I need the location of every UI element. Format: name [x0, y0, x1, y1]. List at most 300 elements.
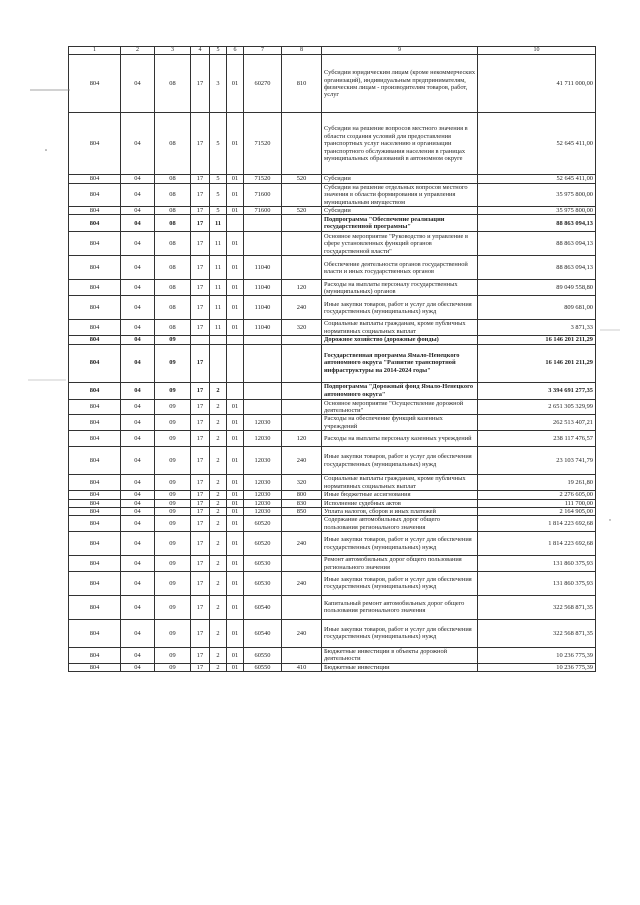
section-code-cell: 04	[121, 447, 155, 475]
direction-code-cell	[244, 382, 282, 399]
subprogram-code-cell: 5	[210, 183, 227, 206]
subprogram-code-cell: 2	[210, 499, 227, 507]
ministry-code-cell: 804	[69, 183, 121, 206]
program-code-cell: 17	[191, 447, 210, 475]
event-code-cell: 01	[227, 399, 244, 415]
description-cell: Иные закупки товаров, работ и услуг для обеспечения государственных (муниципальных) нужд	[322, 571, 478, 595]
event-code-cell: 01	[227, 571, 244, 595]
subsection-code-cell: 08	[155, 256, 191, 280]
subprogram-code-cell: 11	[210, 296, 227, 320]
subsection-code-cell: 09	[155, 399, 191, 415]
section-code-cell: 04	[121, 207, 155, 215]
section-code-cell: 04	[121, 336, 155, 344]
ministry-code-cell: 804	[69, 663, 121, 671]
event-code-cell: 01	[227, 256, 244, 280]
subsection-code-cell: 09	[155, 344, 191, 382]
expense-type-code-cell	[282, 232, 322, 256]
direction-code-cell	[244, 399, 282, 415]
amount-cell: 111 700,00	[478, 499, 596, 507]
description-cell: Иные закупки товаров, работ и услуг для обеспечения государственных (муниципальных) нужд	[322, 619, 478, 647]
expense-type-code-cell	[282, 556, 322, 572]
event-code-cell: 01	[227, 619, 244, 647]
program-code-cell: 17	[191, 280, 210, 296]
subsection-code-cell: 09	[155, 382, 191, 399]
description-cell: Субсидии на решение отдельных вопросов местного значения в области формирования и управления муниципальным имуществом	[322, 183, 478, 206]
table-row	[69, 595, 596, 619]
program-code-cell: 17	[191, 175, 210, 183]
expense-type-code-cell: 120	[282, 280, 322, 296]
column-number-cell: 5	[210, 47, 227, 55]
section-code-cell: 04	[121, 491, 155, 499]
budget-table	[68, 46, 596, 672]
section-code-cell: 04	[121, 399, 155, 415]
column-number-cell: 1	[69, 47, 121, 55]
amount-cell: 2 276 605,00	[478, 491, 596, 499]
program-code-cell	[191, 336, 210, 344]
amount-cell: 322 568 871,35	[478, 619, 596, 647]
table-row	[69, 280, 596, 296]
subprogram-code-cell	[210, 344, 227, 382]
program-code-cell: 17	[191, 183, 210, 206]
table-row	[69, 382, 596, 399]
section-code-cell: 04	[121, 499, 155, 507]
direction-code-cell: 12030	[244, 499, 282, 507]
subsection-code-cell: 09	[155, 532, 191, 556]
program-code-cell: 17	[191, 595, 210, 619]
ministry-code-cell: 804	[69, 516, 121, 532]
event-code-cell: 01	[227, 113, 244, 175]
program-code-cell: 17	[191, 532, 210, 556]
amount-cell: 19 261,80	[478, 475, 596, 491]
event-code-cell: 01	[227, 207, 244, 215]
table-header-row	[69, 47, 596, 55]
event-code-cell: 01	[227, 663, 244, 671]
ministry-code-cell: 804	[69, 431, 121, 447]
description-cell: Иные закупки товаров, работ и услуг для обеспечения государственных (муниципальных) нужд	[322, 296, 478, 320]
amount-cell: 809 681,00	[478, 296, 596, 320]
subsection-code-cell: 08	[155, 183, 191, 206]
table-row	[69, 647, 596, 663]
subsection-code-cell: 08	[155, 280, 191, 296]
event-code-cell: 01	[227, 507, 244, 515]
subsection-code-cell: 08	[155, 296, 191, 320]
ministry-code-cell: 804	[69, 595, 121, 619]
description-cell: Капитальный ремонт автомобильных дорог общего пользования регионального значения	[322, 595, 478, 619]
ministry-code-cell: 804	[69, 571, 121, 595]
expense-type-code-cell	[282, 399, 322, 415]
description-cell: Основное мероприятие "Осуществление дорожной деятельности"	[322, 399, 478, 415]
table-row	[69, 175, 596, 183]
subprogram-code-cell: 2	[210, 595, 227, 619]
description-cell: Дорожное хозяйство (дорожные фонды)	[322, 336, 478, 344]
ministry-code-cell: 804	[69, 415, 121, 431]
ministry-code-cell: 804	[69, 499, 121, 507]
direction-code-cell: 12030	[244, 447, 282, 475]
section-code-cell: 04	[121, 296, 155, 320]
event-code-cell: 01	[227, 647, 244, 663]
expense-type-code-cell: 240	[282, 296, 322, 320]
direction-code-cell: 71520	[244, 175, 282, 183]
table-row	[69, 336, 596, 344]
subsection-code-cell: 08	[155, 232, 191, 256]
direction-code-cell: 60520	[244, 516, 282, 532]
expense-type-code-cell: 240	[282, 619, 322, 647]
subprogram-code-cell: 2	[210, 571, 227, 595]
table-row	[69, 499, 596, 507]
description-cell: Бюджетные инвестиции	[322, 663, 478, 671]
section-code-cell: 04	[121, 55, 155, 113]
table-row	[69, 415, 596, 431]
section-code-cell: 04	[121, 595, 155, 619]
event-code-cell: 01	[227, 320, 244, 336]
subprogram-code-cell: 2	[210, 475, 227, 491]
amount-cell: 3 394 691 277,35	[478, 382, 596, 399]
event-code-cell: 01	[227, 595, 244, 619]
ministry-code-cell: 804	[69, 296, 121, 320]
description-cell: Ремонт автомобильных дорог общего пользования регионального значения	[322, 556, 478, 572]
expense-type-code-cell: 410	[282, 663, 322, 671]
program-code-cell: 17	[191, 296, 210, 320]
subprogram-code-cell: 2	[210, 447, 227, 475]
section-code-cell: 04	[121, 516, 155, 532]
subsection-code-cell: 09	[155, 571, 191, 595]
ministry-code-cell: 804	[69, 447, 121, 475]
amount-cell: 89 049 558,80	[478, 280, 596, 296]
direction-code-cell: 60540	[244, 619, 282, 647]
subprogram-code-cell: 2	[210, 532, 227, 556]
program-code-cell: 17	[191, 516, 210, 532]
subsection-code-cell: 09	[155, 647, 191, 663]
subsection-code-cell: 08	[155, 320, 191, 336]
direction-code-cell: 11040	[244, 280, 282, 296]
description-cell: Подпрограмма "Обеспечение реализации государственной программы"	[322, 215, 478, 232]
section-code-cell: 04	[121, 507, 155, 515]
section-code-cell: 04	[121, 232, 155, 256]
column-number-cell: 3	[155, 47, 191, 55]
direction-code-cell: 60550	[244, 647, 282, 663]
section-code-cell: 04	[121, 475, 155, 491]
event-code-cell: 01	[227, 491, 244, 499]
table-row	[69, 344, 596, 382]
direction-code-cell: 60540	[244, 595, 282, 619]
ministry-code-cell: 804	[69, 507, 121, 515]
subsection-code-cell: 09	[155, 663, 191, 671]
section-code-cell: 04	[121, 663, 155, 671]
program-code-cell: 17	[191, 207, 210, 215]
description-cell: Исполнение судебных актов	[322, 499, 478, 507]
event-code-cell	[227, 336, 244, 344]
description-cell: Субсидии на решение вопросов местного значения в области создания условий для предоставления транспортных услуг населению и организации транспортного обслуживания населения в границах муниципальных образований в автономном округе	[322, 113, 478, 175]
expense-type-code-cell: 320	[282, 475, 322, 491]
ministry-code-cell: 804	[69, 55, 121, 113]
column-number-cell: 10	[478, 47, 596, 55]
ministry-code-cell: 804	[69, 113, 121, 175]
event-code-cell	[227, 382, 244, 399]
direction-code-cell: 12030	[244, 415, 282, 431]
subprogram-code-cell: 2	[210, 382, 227, 399]
event-code-cell: 01	[227, 296, 244, 320]
subprogram-code-cell: 2	[210, 491, 227, 499]
subsection-code-cell: 09	[155, 507, 191, 515]
section-code-cell: 04	[121, 556, 155, 572]
table-row	[69, 207, 596, 215]
table-row	[69, 507, 596, 515]
subprogram-code-cell: 11	[210, 256, 227, 280]
subprogram-code-cell: 2	[210, 507, 227, 515]
program-code-cell: 17	[191, 399, 210, 415]
amount-cell: 88 863 094,13	[478, 256, 596, 280]
program-code-cell: 17	[191, 663, 210, 671]
amount-cell: 23 103 741,79	[478, 447, 596, 475]
section-code-cell: 04	[121, 431, 155, 447]
ministry-code-cell: 804	[69, 475, 121, 491]
expense-type-code-cell: 850	[282, 507, 322, 515]
section-code-cell: 04	[121, 382, 155, 399]
amount-cell: 16 146 201 211,29	[478, 344, 596, 382]
program-code-cell: 17	[191, 232, 210, 256]
direction-code-cell: 71600	[244, 207, 282, 215]
section-code-cell: 04	[121, 619, 155, 647]
description-cell: Социальные выплаты гражданам, кроме публичных нормативных социальных выплат	[322, 320, 478, 336]
program-code-cell: 17	[191, 256, 210, 280]
column-number-cell: 8	[282, 47, 322, 55]
program-code-cell: 17	[191, 556, 210, 572]
expense-type-code-cell: 240	[282, 571, 322, 595]
amount-cell: 10 236 775,39	[478, 647, 596, 663]
direction-code-cell: 12030	[244, 431, 282, 447]
program-code-cell: 17	[191, 499, 210, 507]
description-cell: Бюджетные инвестиции в объекты дорожной деятельности	[322, 647, 478, 663]
subsection-code-cell: 09	[155, 619, 191, 647]
amount-cell: 16 146 201 211,29	[478, 336, 596, 344]
table-row	[69, 516, 596, 532]
subsection-code-cell: 09	[155, 491, 191, 499]
expense-type-code-cell	[282, 382, 322, 399]
direction-code-cell: 11040	[244, 256, 282, 280]
ministry-code-cell: 804	[69, 382, 121, 399]
ministry-code-cell: 804	[69, 532, 121, 556]
section-code-cell: 04	[121, 256, 155, 280]
subprogram-code-cell: 11	[210, 215, 227, 232]
amount-cell: 88 863 094,13	[478, 232, 596, 256]
description-cell: Субсидии юридическим лицам (кроме некоммерческих организаций), индивидуальным предпринимателям, физическим лицам - производителям товаров, работ, услуг	[322, 55, 478, 113]
event-code-cell: 01	[227, 475, 244, 491]
table-row	[69, 183, 596, 206]
expense-type-code-cell: 240	[282, 447, 322, 475]
subprogram-code-cell: 2	[210, 619, 227, 647]
expense-type-code-cell: 320	[282, 320, 322, 336]
table-row	[69, 296, 596, 320]
column-number-cell: 4	[191, 47, 210, 55]
subprogram-code-cell: 2	[210, 399, 227, 415]
program-code-cell: 17	[191, 647, 210, 663]
program-code-cell: 17	[191, 344, 210, 382]
event-code-cell: 01	[227, 415, 244, 431]
subprogram-code-cell	[210, 336, 227, 344]
direction-code-cell: 60550	[244, 663, 282, 671]
description-cell: Иные закупки товаров, работ и услуг для обеспечения государственных (муниципальных) нужд	[322, 447, 478, 475]
amount-cell: 262 513 407,21	[478, 415, 596, 431]
direction-code-cell: 12030	[244, 507, 282, 515]
event-code-cell: 01	[227, 232, 244, 256]
direction-code-cell: 71600	[244, 183, 282, 206]
event-code-cell	[227, 215, 244, 232]
program-code-cell: 17	[191, 507, 210, 515]
event-code-cell: 01	[227, 516, 244, 532]
section-code-cell: 04	[121, 215, 155, 232]
amount-cell: 2 651 305 329,99	[478, 399, 596, 415]
expense-type-code-cell: 520	[282, 207, 322, 215]
section-code-cell: 04	[121, 320, 155, 336]
table-row	[69, 431, 596, 447]
expense-type-code-cell	[282, 113, 322, 175]
event-code-cell	[227, 344, 244, 382]
table-row	[69, 113, 596, 175]
event-code-cell: 01	[227, 532, 244, 556]
subsection-code-cell: 09	[155, 336, 191, 344]
direction-code-cell: 60530	[244, 571, 282, 595]
table-row	[69, 556, 596, 572]
description-cell: Расходы на выплаты персоналу государственных (муниципальных) органов	[322, 280, 478, 296]
ministry-code-cell: 804	[69, 399, 121, 415]
subprogram-code-cell: 2	[210, 415, 227, 431]
table-row	[69, 215, 596, 232]
ministry-code-cell: 804	[69, 207, 121, 215]
ministry-code-cell: 804	[69, 320, 121, 336]
description-cell: Социальные выплаты гражданам, кроме публичных нормативных социальных выплат	[322, 475, 478, 491]
subprogram-code-cell: 11	[210, 280, 227, 296]
subsection-code-cell: 08	[155, 215, 191, 232]
direction-code-cell: 12030	[244, 491, 282, 499]
expense-type-code-cell: 120	[282, 431, 322, 447]
section-code-cell: 04	[121, 344, 155, 382]
event-code-cell: 01	[227, 175, 244, 183]
amount-cell: 52 645 411,00	[478, 113, 596, 175]
subsection-code-cell: 09	[155, 499, 191, 507]
ministry-code-cell: 804	[69, 336, 121, 344]
table-row	[69, 399, 596, 415]
program-code-cell: 17	[191, 113, 210, 175]
program-code-cell: 17	[191, 382, 210, 399]
subprogram-code-cell: 2	[210, 663, 227, 671]
program-code-cell: 17	[191, 55, 210, 113]
expense-type-code-cell: 800	[282, 491, 322, 499]
description-cell: Субсидии	[322, 175, 478, 183]
description-cell: Субсидии	[322, 207, 478, 215]
subsection-code-cell: 08	[155, 207, 191, 215]
amount-cell: 131 860 375,93	[478, 571, 596, 595]
direction-code-cell: 12030	[244, 475, 282, 491]
expense-type-code-cell	[282, 647, 322, 663]
direction-code-cell	[244, 232, 282, 256]
direction-code-cell: 60520	[244, 532, 282, 556]
table-row	[69, 532, 596, 556]
description-cell: Расходы на обеспечение функций казенных учреждений	[322, 415, 478, 431]
subsection-code-cell: 09	[155, 415, 191, 431]
expense-type-code-cell	[282, 415, 322, 431]
direction-code-cell	[244, 344, 282, 382]
subprogram-code-cell: 3	[210, 55, 227, 113]
subprogram-code-cell: 2	[210, 556, 227, 572]
table-row	[69, 475, 596, 491]
amount-cell: 238 117 476,57	[478, 431, 596, 447]
subprogram-code-cell: 5	[210, 113, 227, 175]
table-row	[69, 663, 596, 671]
subprogram-code-cell: 2	[210, 647, 227, 663]
program-code-cell: 17	[191, 619, 210, 647]
subsection-code-cell: 09	[155, 556, 191, 572]
subsection-code-cell: 09	[155, 595, 191, 619]
amount-cell: 52 645 411,00	[478, 175, 596, 183]
direction-code-cell	[244, 215, 282, 232]
amount-cell: 88 863 094,13	[478, 215, 596, 232]
direction-code-cell: 11040	[244, 320, 282, 336]
direction-code-cell: 11040	[244, 296, 282, 320]
section-code-cell: 04	[121, 280, 155, 296]
event-code-cell: 01	[227, 556, 244, 572]
ministry-code-cell: 804	[69, 215, 121, 232]
section-code-cell: 04	[121, 175, 155, 183]
amount-cell: 35 975 800,00	[478, 183, 596, 206]
column-number-cell: 2	[121, 47, 155, 55]
program-code-cell: 17	[191, 431, 210, 447]
amount-cell: 41 711 000,00	[478, 55, 596, 113]
ministry-code-cell: 804	[69, 619, 121, 647]
column-number-cell: 7	[244, 47, 282, 55]
subsection-code-cell: 08	[155, 55, 191, 113]
description-cell: Расходы на выплаты персоналу казенных учреждений	[322, 431, 478, 447]
program-code-cell: 17	[191, 215, 210, 232]
amount-cell: 322 568 871,35	[478, 595, 596, 619]
description-cell: Обеспечение деятельности органов государственной власти и иных государственных органов	[322, 256, 478, 280]
section-code-cell: 04	[121, 183, 155, 206]
subprogram-code-cell: 5	[210, 175, 227, 183]
ministry-code-cell: 804	[69, 491, 121, 499]
amount-cell: 35 975 800,00	[478, 207, 596, 215]
expense-type-code-cell	[282, 344, 322, 382]
amount-cell: 1 814 223 692,68	[478, 516, 596, 532]
subprogram-code-cell: 2	[210, 431, 227, 447]
table-row	[69, 256, 596, 280]
direction-code-cell: 60270	[244, 55, 282, 113]
subsection-code-cell: 08	[155, 113, 191, 175]
section-code-cell: 04	[121, 415, 155, 431]
ministry-code-cell: 804	[69, 556, 121, 572]
program-code-cell: 17	[191, 415, 210, 431]
ministry-code-cell: 804	[69, 344, 121, 382]
direction-code-cell: 60530	[244, 556, 282, 572]
ministry-code-cell: 804	[69, 232, 121, 256]
section-code-cell: 04	[121, 532, 155, 556]
amount-cell: 3 871,33	[478, 320, 596, 336]
program-code-cell: 17	[191, 475, 210, 491]
subsection-code-cell: 09	[155, 447, 191, 475]
table-row	[69, 232, 596, 256]
program-code-cell: 17	[191, 571, 210, 595]
table-row	[69, 491, 596, 499]
expense-type-code-cell: 830	[282, 499, 322, 507]
column-number-cell: 6	[227, 47, 244, 55]
expense-type-code-cell: 240	[282, 532, 322, 556]
event-code-cell: 01	[227, 431, 244, 447]
ministry-code-cell: 804	[69, 647, 121, 663]
subprogram-code-cell: 5	[210, 207, 227, 215]
description-cell: Подпрограмма "Дорожный фонд Ямало-Ненецкого автономного округа"	[322, 382, 478, 399]
description-cell: Содержание автомобильных дорог общего пользования регионального значения	[322, 516, 478, 532]
table-row	[69, 571, 596, 595]
expense-type-code-cell	[282, 336, 322, 344]
section-code-cell: 04	[121, 571, 155, 595]
